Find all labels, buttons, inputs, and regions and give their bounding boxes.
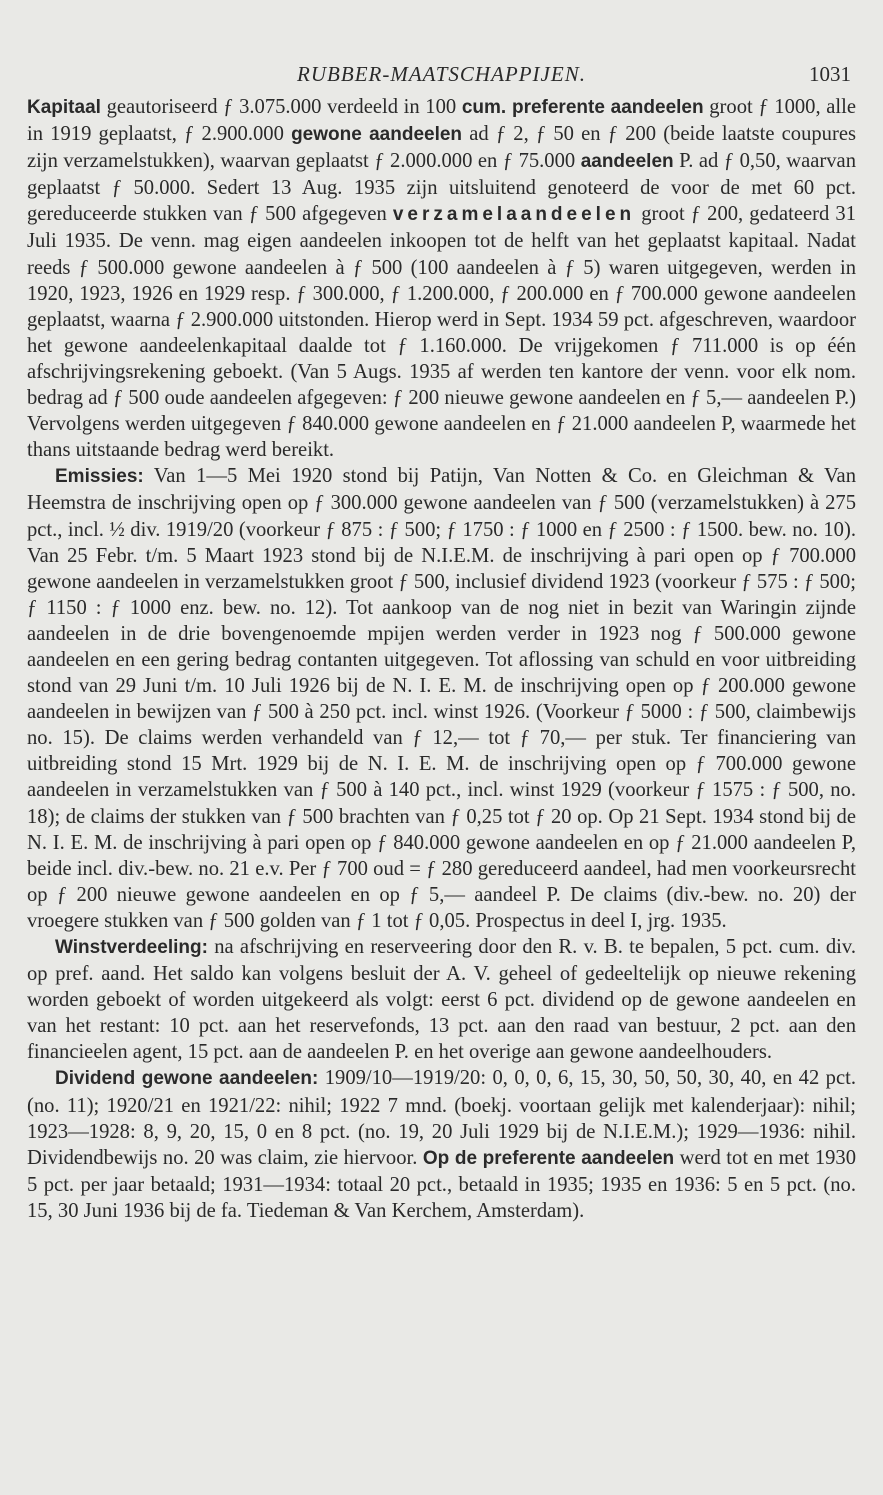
label-emissies: Emissies:: [55, 466, 144, 488]
kapitaal-bold-3: aandeelen: [580, 151, 674, 173]
label-winstverdeeling: Winstverdeeling:: [55, 937, 208, 958]
page-number: 1031: [809, 62, 851, 86]
kapitaal-text-2: groot ƒ 1000, alle in 1919 geplaatst, ƒ 2.900.000: [27, 96, 857, 146]
kapitaal-text-3: ad ƒ 2, ƒ 50 en ƒ 200 (beide laatste coupures zijn verzamelstukken), waarvan geplaatst ƒ 2.000.000 en ƒ 75.000: [27, 123, 856, 173]
kapitaal-text-4: P. ad ƒ 0,50, waarvan geplaatst ƒ 50.000. Sedert 13 Aug. 1935 zijn uitsluitend genoteerd de voor de met 60 pct. gereduceerde stukken van ƒ 500 afgegeven: [27, 150, 856, 226]
winstverdeeling-text: na afschrijving en reserveering door den R. v. B. te bepalen, 5 pct. cum. div. op pref. aand. Het saldo kan volgens besluit der A. V. geheel of gedeeltelijk op nieuwe rekening worden geboekt of worden uitgekeerd als volgt: eerst 6 pct. dividend op de gewone aandeelen en van het restant: 10 pct. aan het reservefonds, 13 pct. aan den raad van bestuur, 2 pct. aan den financieelen agent, 15 pct. aan de aandeelen P. en het overige aan gewone aandeelhouders.: [27, 936, 856, 1064]
paragraph-winstverdeeling: [27, 934, 856, 1065]
kapitaal-text-5: groot ƒ 200, gedateerd 31 Juli 1935. De venn. mag eigen aandeelen inkoopen tot de helft van het geplaatst kapitaal. Nadat reeds ƒ 500.000 gewone aandeelen à ƒ 500 (100 aandeelen à ƒ 5) waren uitgegeven, werden in 1920, 1923, 1926 en 1929 resp. ƒ 300.000, ƒ 1.200.000, ƒ 200.000 en ƒ 700.000 gewone aandeelen geplaatst, waarna ƒ 2.900.000 uitstonden. Hierop werd in Sept. 1934 59 pct. afgeschreven, waardoor het gewone aandeelenkapitaal daalde tot ƒ 1.160.000. De vrijgekomen ƒ 711.000 is op één afschrijvingsrekening geboekt. (Van 5 Augs. 1935 af werden ten kantore der venn. voor elk nom. bedrag ad ƒ 500 oude aandeelen afgegeven: ƒ 200 nieuwe gewone aandeelen en ƒ 5,— aandeelen P.) Vervolgens werden uitgegeven ƒ 840.000 gewone aandeelen en ƒ 21.000 aandeelen P, waarmede het thans uitstaande bedrag werd bereikt.: [27, 203, 856, 462]
label-dividend: Dividend gewone aandeelen:: [55, 1068, 319, 1090]
running-title: RUBBER-MAATSCHAPPIJEN.: [297, 62, 586, 86]
kapitaal-bold-1: cum. preferente aandeelen: [461, 97, 704, 118]
running-head: [27, 62, 856, 88]
kapitaal-bold-2: gewone aandeelen: [291, 124, 463, 146]
label-kapitaal: Kapitaal: [27, 97, 101, 118]
emissies-text: Van 1—5 Mei 1920 stond bij Patijn, Van Notten & Co. en Gleichman & Van Heemstra de inschrijving open op ƒ 300.000 gewone aandeelen van ƒ 500 (verzamelstukken) à 275 pct., incl. ½ div. 1919/20 (voorkeur ƒ 875 : ƒ 500; ƒ 1750 : ƒ 1000 en ƒ 2500 : ƒ 1500. bew. no. 10). Van 25 Febr. t/m. 5 Maart 1923 stond bij de N.I.E.M. de inschrijving à pari open op ƒ 700.000 gewone aandeelen in verzamelstukken groot ƒ 500, inclusief dividend 1923 (voorkeur ƒ 575 : ƒ 500; ƒ 1150 : ƒ 1000 enz. bew. no. 12). Tot aankoop van de nog niet in bezit van Waringin zijnde aandeelen in de drie bovengenoemde mpijen werden verder in 1923 nog ƒ 500.000 gewone aandeelen en een gering bedrag contanten uitgegeven. Tot aflossing van schuld en voor uitbreiding stond van 29 Juni t/m. 10 Juli 1926 bij de N. I. E. M. de inschrijving open op ƒ 200.000 gewone aandeelen in bewijzen van ƒ 500 à 250 pct. incl. winst 1926. (Voorkeur ƒ 5000 : ƒ 500, claimbewijs no. 15). De claims werden verhandeld van ƒ 12,— tot ƒ 70,— per stuk. Ter financiering van uitbreiding stond 15 Mrt. 1929 bij de N. I. E. M. de inschrijving open op ƒ 700.000 gewone aandeelen in verzamelstukken van ƒ 500 à 140 pct., incl. winst 1929 (voorkeur ƒ 1575 : ƒ 500, no. 18); de claims der stukken van ƒ 500 brachten van ƒ 0,25 tot ƒ 20 op. Op 21 Sept. 1934 stond bij de N. I. E. M. de inschrijving à pari open op ƒ 840.000 gewone aandeelen en op ƒ 21.000 aandeelen P, beide incl. div.-bew. no. 21 e.v. Per ƒ 700 oud = ƒ 280 gereduceerd aandeel, had men voorkeursrecht op ƒ 200 nieuwe gewone aandeelen en op ƒ 5,— aandeel P. De claims (div.-bew. no. 20) der vroegere stukken van ƒ 500 golden van ƒ 1 tot ƒ 0,05. Prospectus in deel I, jrg. 1935.: [27, 465, 856, 932]
dividend-text-2: werd tot en met 1930 5 pct. per jaar betaald; 1931—1934: totaal 20 pct., betaald in 1935; 1935 en 1936: 5 en 5 pct. (no. 15, 30 Juni 1936 bij de fa. Tiedeman & Van Kerchem, Amsterdam).: [27, 1146, 857, 1222]
paragraph-kapitaal: [27, 94, 856, 463]
dividend-text-1: 1909/10—1919/20: 0, 0, 0, 6, 15, 30, 50, 50, 30, 40, en 42 pct. (no. 11); 1920/21 en 1921/22: nihil; 1922 7 mnd. (boekj. voortaan gelijk met kalenderjaar): nihil; 1923—1928: 8, 9, 20, 15, 0 en 8 pct. (no. 19, 20 Juli 1929 bij de N.I.E.M.); 1929—1936: nihil. Dividendbewijs no. 20 was claim, zie hiervoor.: [27, 1067, 856, 1169]
paragraph-emissies: [27, 463, 856, 934]
kapitaal-text-1: geautoriseerd ƒ 3.075.000 verdeeld in 100: [100, 96, 462, 118]
paragraph-dividend: [27, 1065, 856, 1224]
kapitaal-spaced-term: verzamelaandeelen: [392, 204, 636, 226]
dividend-bold-1: Op de preferente aandeelen: [422, 1147, 675, 1169]
